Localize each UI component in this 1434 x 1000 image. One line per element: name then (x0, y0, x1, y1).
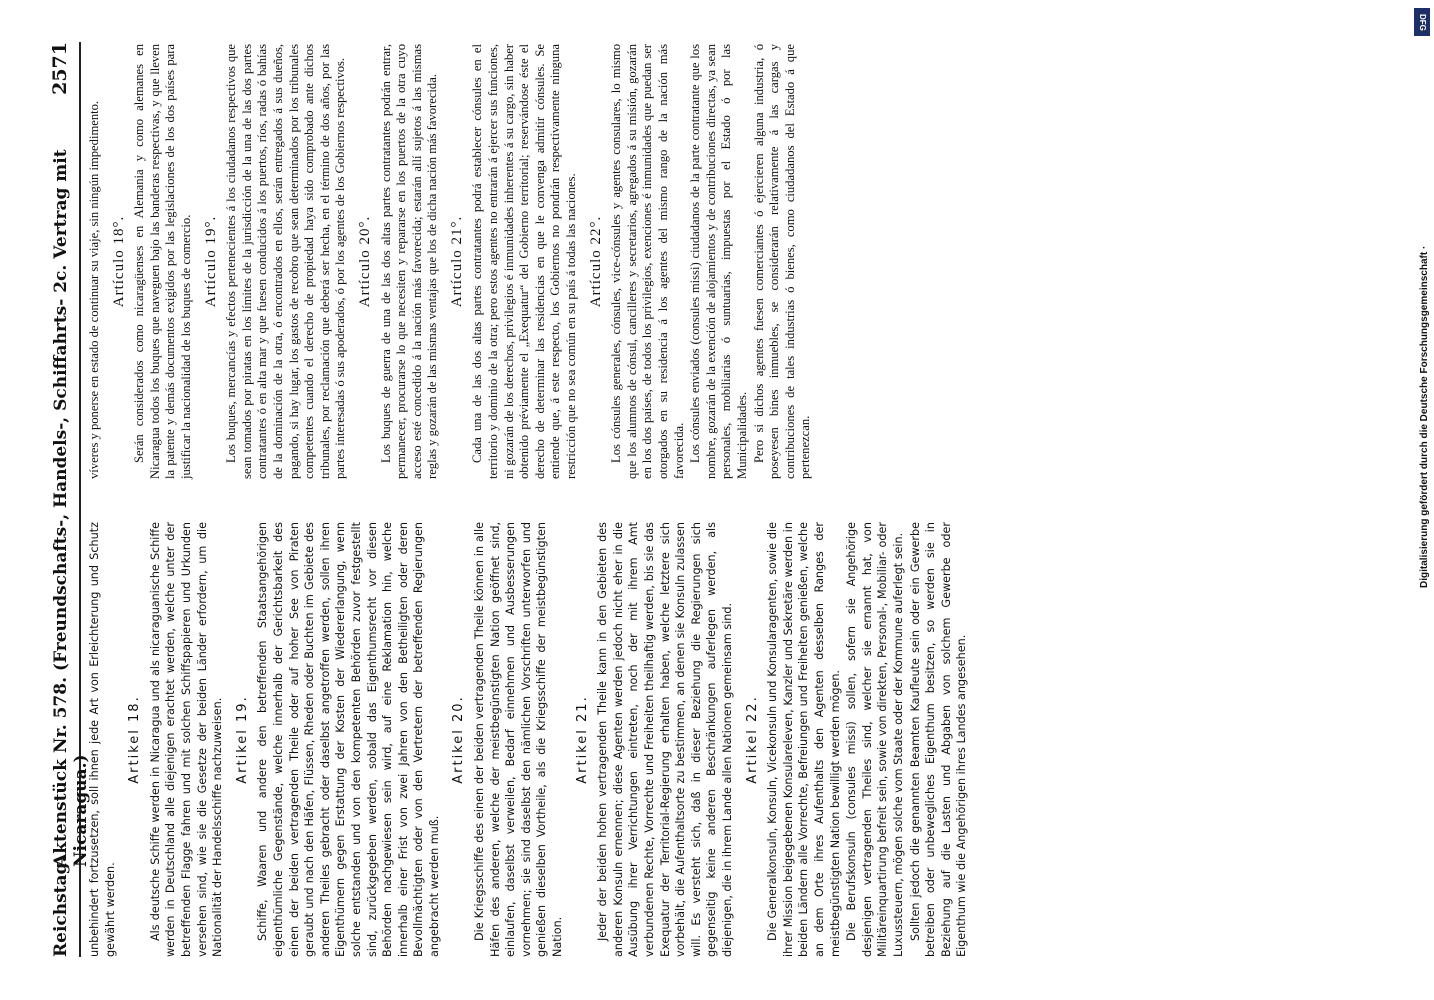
page-number: 2571 (49, 42, 71, 95)
german-article-21-title: Artikel 21. (574, 695, 590, 784)
rotated-page (47, 42, 969, 957)
spanish-article-19-title: Artículo 19°. (202, 215, 219, 308)
german-article-22-title: Artikel 22. (744, 695, 760, 784)
stamp-text: Digitalisierung gefördert durch die Deutsche Forschungsgemeinschaft · (1419, 245, 1430, 588)
spanish-article-20-title: Artículo 20°. (356, 215, 373, 308)
spanish-article-18-text: Serán considerados como nicaragüenses en Alemania y como alemanes en Nicaragua todos los buques que naveguen bajo las banderas respectivas, y que lleven la patente y demás documentos exigidos por las legislaciones de los dos países para justificar la nacionalidad de los buques de comercio. (132, 44, 193, 479)
spanish-article-22-text-3: Pero si dichos agentes fuesen comerciantes ó ejercieren alguna industria, ó poseyesen bines inmuebles, se considerarán relativamente á las cargas y contribuciones de tales industrias ó bienes, como ciudadanos del Estado á que pertenezcan. (751, 44, 813, 479)
spanish-article-22-title: Artículo 22°. (587, 215, 604, 308)
running-header (47, 42, 91, 957)
spanish-column (87, 44, 813, 479)
german-article-19-text: Schiffe, Waaren und andere den betreffenden Staatsangehörigen eigenthümliche Gegenstände, welche innerhalb der Gerichtsbarkeit des einen der beiden vertragenden Theile oder auf hoher See von Piraten geraubt und nach den Häfen, Flüssen, Rheden oder Buchten im Gebiete des anderen Theiles gebracht oder daselbst angetroffen werden, sollen ihren Eigenthümern gegen Erstattung der Kosten der Wiedererlangung, wenn solche entstanden und von den kompetenten Behörden zuvor festgestellt sind, zurückgegeben werden, sobald das Eigenthumsrecht vor diesen Behörden nachgewiesen sein wird, auf eine Reklamation hin, welche innerhalb einer Frist von zwei Jahren von den Betheiligten oder deren Bevollmächtigten oder von den Vertretern der betreffenden Regierungen angebracht werden muß. (256, 522, 441, 957)
spanish-article-20-text: Los buques de guerra de una de las dos altas partes contratantes podrán entrar, permanecer, procurarse lo que necesiten y repararse en los puertos de la otra cuyo acceso esté concedido á la nación más favorecida; estarán allí sujetos á las mismas reglas y gozarán de las mismas ventajas que los de dicha nación más favorecida. (378, 44, 440, 479)
german-intro: unbehindert fortzusetzen, soll ihnen jede Art von Erleichterung und Schutz gewährt werden. (88, 522, 117, 957)
spanish-article-21-title: Artículo 21°. (448, 215, 465, 308)
german-article-21-text: Jeder der beiden hohen vertragenden Theile kann in den Gebieten des anderen Konsuln ernennen; diese Agenten werden jedoch nicht eher in die Ausübung ihrer Verrichtungen eintreten, noch der mit ihrem Amt verbundenen Rechte, Vorrechte und Freiheiten theilhaftig werden, bis sie das Exequatur der Territorial-Regierung erhalten haben, welche letztere sich vorbehält, die Aufenthaltsorte zu bestimmen, an denen sie Konsuln zulassen will. Es versteht sich, daß in dieser Beziehung die Regierungen sich gegenseitig keine anderen Beschränkungen auferlegen werden, als diejenigen, die in ihrem Lande allen Nationen gemeinsam sind. (596, 522, 734, 957)
german-article-20-text: Die Kriegsschiffe des einen der beiden vertragenden Theile können in alle Häfen des anderen, welche der meistbegünstigten Nation geöffnet sind, einlaufen, daselbst verweilen, Bedarf einnehmen und Ausbesserungen vornehmen; sie sind daselbst den nämlichen Vorschriften unterworfen und genießen dieselben Vortheile, als die Kriegsschiffe der meistbegünstigten Nation. (473, 522, 565, 957)
german-article-18-title: Artikel 18. (127, 695, 143, 784)
german-article-20-title: Artikel 20. (451, 695, 467, 784)
dfg-logo: DFG (1414, 8, 1430, 36)
digitization-stamp (1406, 8, 1432, 588)
spanish-article-18-title: Artículo 18°. (110, 215, 127, 308)
header-left: Reichstag. (51, 856, 71, 957)
german-article-19-title: Artikel 19. (234, 695, 250, 784)
german-article-22-text-2: Die Berufskonsuln (consules missi) sollen, sofern sie Angehörige desjenigen vertragenden Theiles sind, welcher sie ernannt hat, von Militäreinquartirung befreit sein, sowie von direkten, Personal-, Mobiliar- oder Luxussteuern, mögen solche vom Staate oder der Kommune auferlegt sein. (845, 522, 905, 957)
spanish-intro: víveres y ponerse en estado de continuar su viaje, sin ningún impedimento. (87, 100, 101, 479)
spanish-article-22-text-1: Los cónsules generales, cónsules, vice-cónsules y agentes consulares, lo mismo que los alumnos de cónsul, cancilleres y secretarios, agregados á su misión, gozarán en los dos países, de todos los privilegios, exenciones é inmunidades que puedan ser otorgados en su residencia á los agentes del mismo rango de la nación más favorecida. (609, 44, 686, 479)
spanish-article-19-text: Los buques, mercancías y efectos pertenecientes á los ciudadanos respectivos que sean tomados por piratas en los límites de la jurisdicción de la una de las dos partes contratantes ó en alta mar y que fuesen conducidos á los puertos, ríos, radas ó bahías de la dominación de la otra, ó encontrados en ellos, serán entregados á sus dueños, pagando, si hay lugar, los gastos de recobro que sean determinados por los tribunales competentes cuando el derecho de propiedad haya sido comprobado ante dichos tribunales, por reclamación que deberá ser hecha, en el término de dos años, por las partes interesadas ó sus apoderados, ó por los agentes de los Gobiernos respectivos. (224, 44, 348, 479)
german-column (87, 522, 969, 957)
header-title: Aktenstück Nr. 578. (Freundschafts-, Handels-, Schiffahrts- 2c. Vertrag mit Nicaragua.) (51, 149, 91, 867)
spanish-article-22-text-2: Los cónsules enviados (consules missi) ciudadanos de la parte contratante que los nombre, gozarán de la exención de alojamientos y de contribuciones directas, ya sean personales, mobiliarias ó suntuarias, impuestas por el Estado ó por las Municipalidades. (688, 44, 749, 479)
german-article-22-text-3: Sollten jedoch die genannten Beamten Kaufleute sein oder ein Gewerbe betreiben oder unbewegliches Eigenthum besitzen, so werden sie in Beziehung auf die Lasten und Abgaben von solchem Gewerbe oder Eigenthum wie die Angehörigen ihres Landes angesehen. (908, 522, 969, 957)
german-article-22-text-1: Die Generalkonsuln, Konsuln, Vicekonsuln und Konsularagenten, sowie die ihrer Mission beigegebenen Konsulareleven, Kanzler und Sekretäre werden in beiden Ländern alle Vorrechte, Befreiungen und Freiheiten genießen, welche an dem Orte ihres Aufenthalts den Agenten desselben Ranges der meistbegünstigten Nation bewilligt werden mögen. (766, 522, 842, 957)
german-article-18-text: Als deutsche Schiffe werden in Nicaragua und als nicaraguanische Schiffe werden in Deutschland alle diejenigen erachtet werden, welche unter der betreffenden Flagge fahren und mit solchen Schiffspapieren und Urkunden versehen sind, wie sie die Gesetze der beiden Länder erfordern, um die Nationalität der Handelsschiffe nachzuweisen. (148, 522, 225, 957)
spanish-article-21-text: Cada una de las dos altas partes contratantes podrá establecer cónsules en el territorio y dominio de la otra; pero estos agentes no entrarán á ejercer sus funciones, ni gozarán de los derechos, privilegios é inmunidades inherentes á su cargo, sin haber obtenido préviamente el „Exequatur“ del Gobierno territorial; reservándose éste el derecho de determinar las residencias en que le convenga admitir cónsules. Se entiende que, á este respecto, los Gobiernos no pondrán respectivamente ninguna restricción que no sea común en su país á todas las naciones. (470, 44, 579, 479)
